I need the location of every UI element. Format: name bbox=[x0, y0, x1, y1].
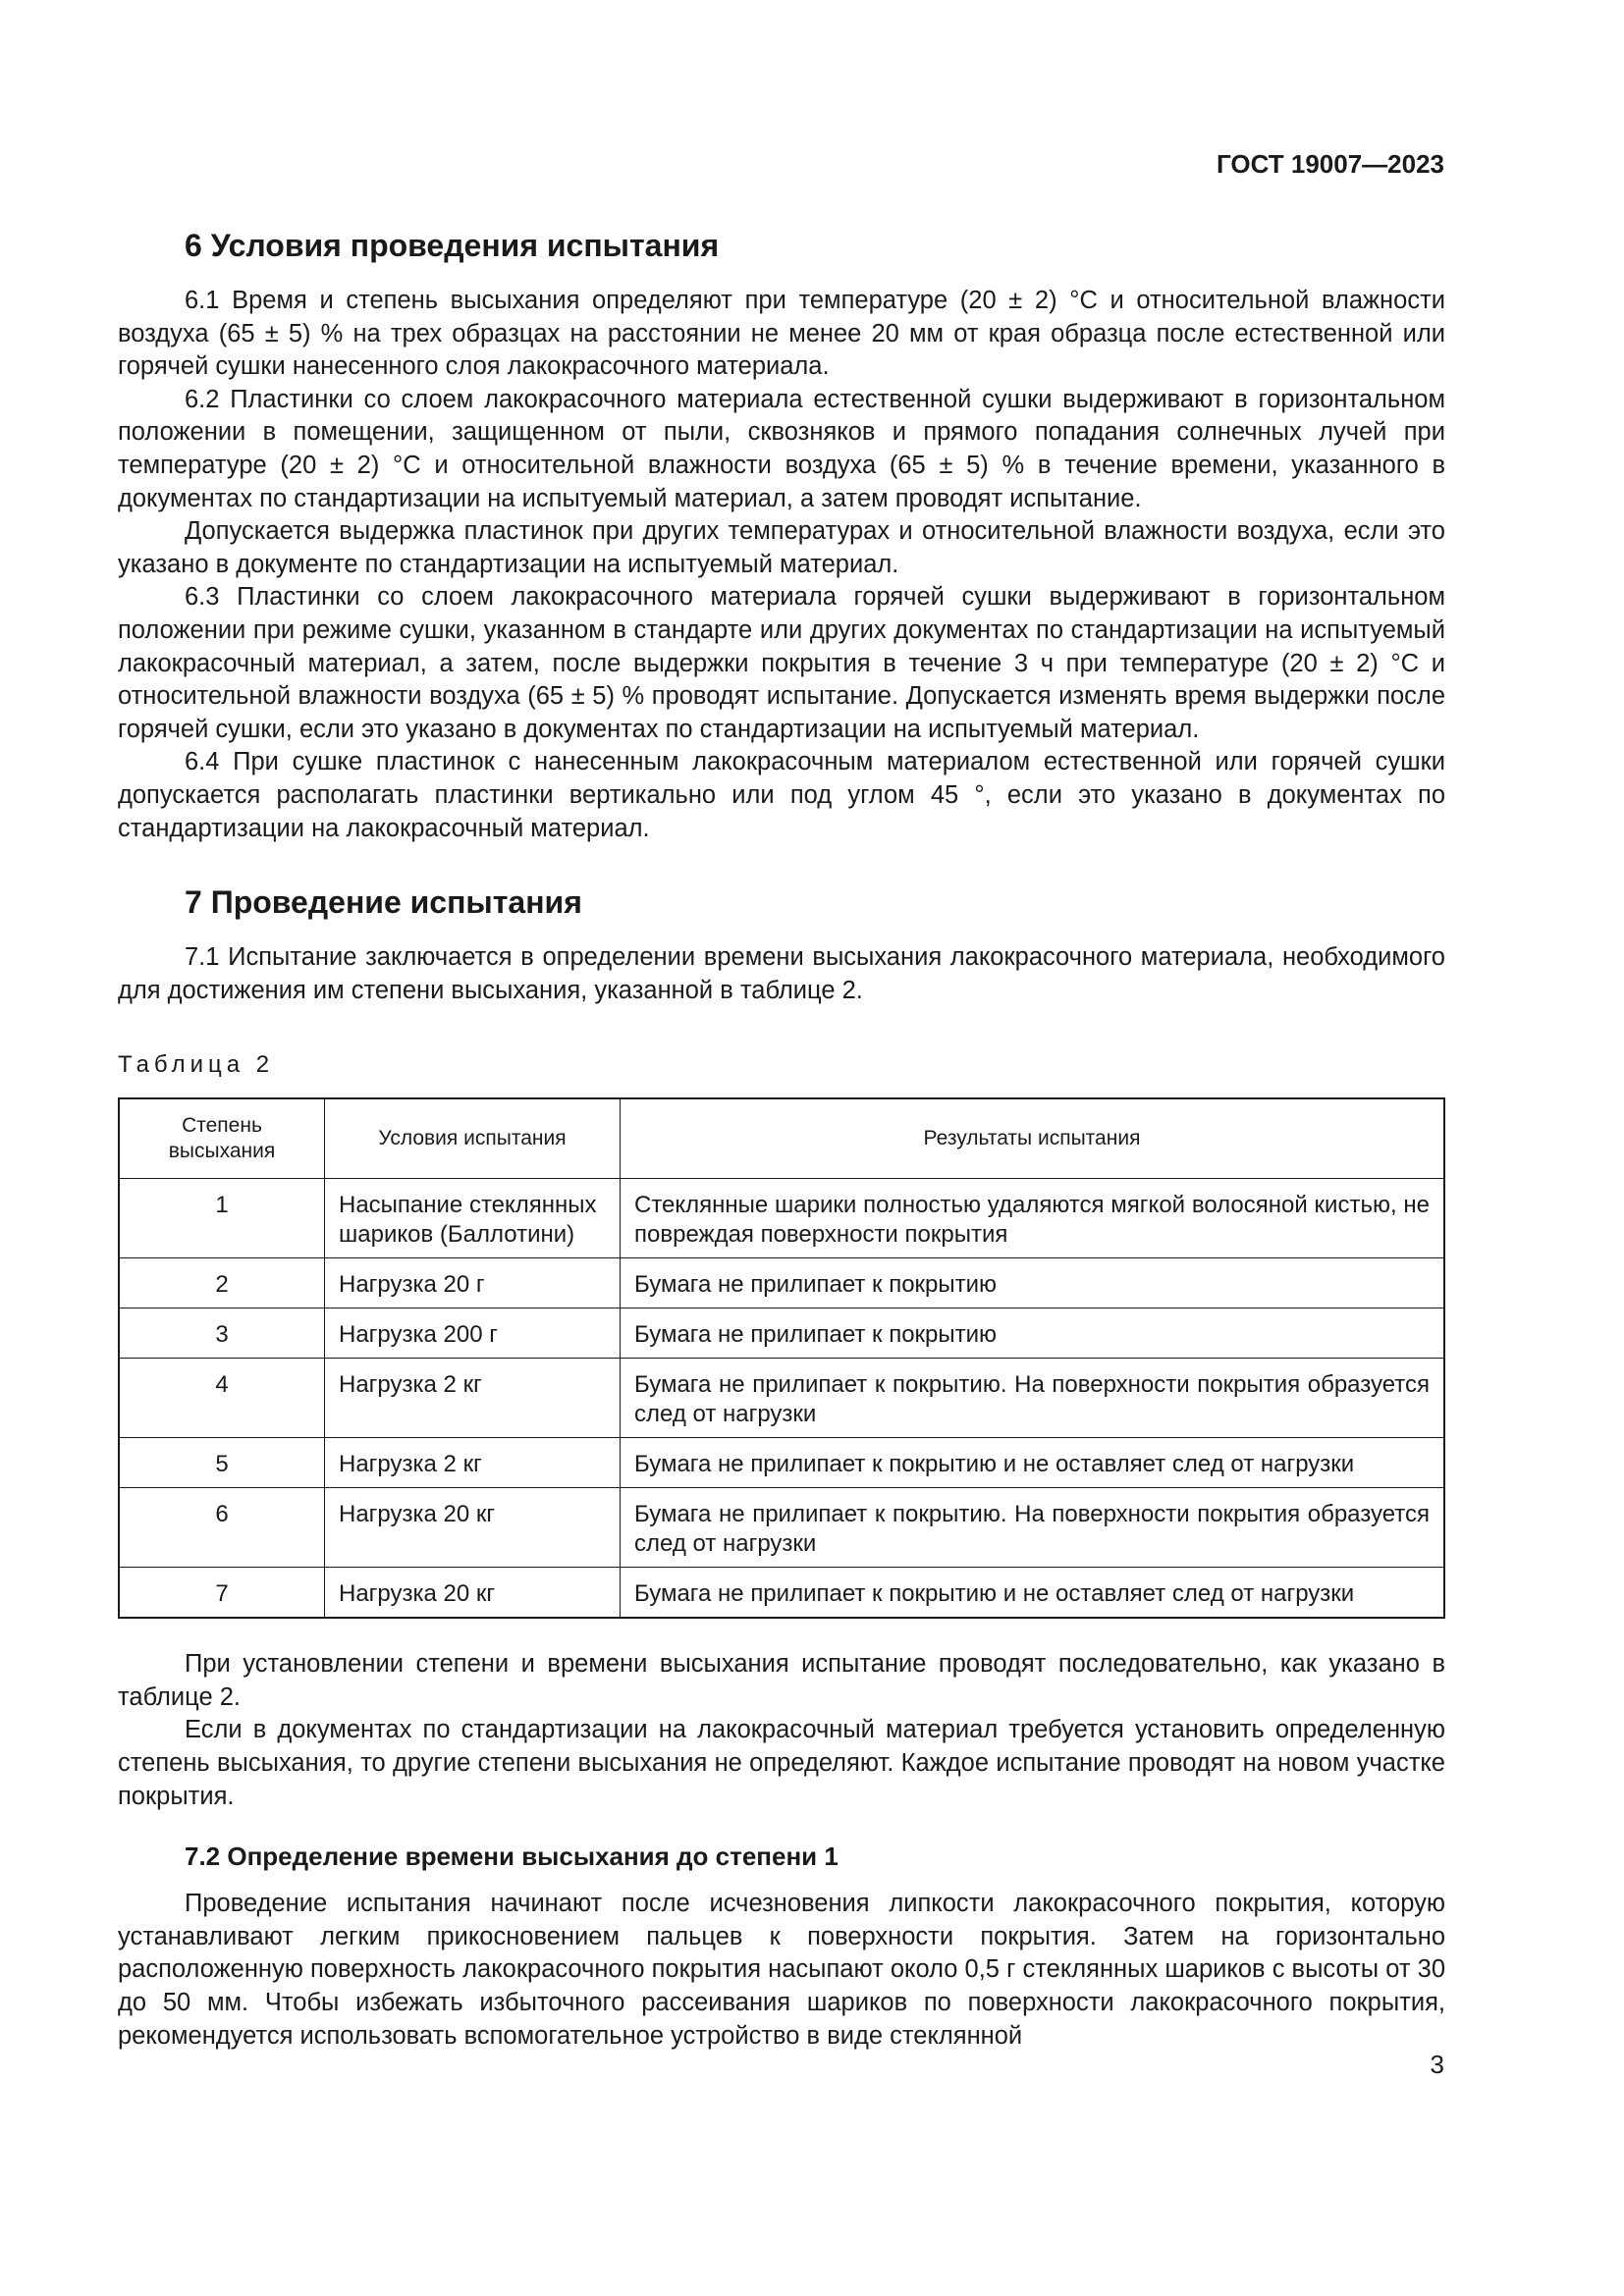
subsection-7-2-title: 7.2 Определение времени высыхания до степени 1 bbox=[185, 1842, 839, 1872]
paragraph-6-4: 6.4 При сушке пластинок с нанесенным лакокрасочным материалом естественной или горячей сушки допускается располагать пластинки вертикально или под углом 45 °, если это указано в документах по стандартизации на лакокрасочный материал. bbox=[118, 748, 1445, 842]
paragraph-6-3: 6.3 Пластинки со слоем лакокрасочного материала горячей сушки выдерживают в горизонтальном положении при режиме сушки, указанном в стандарте или других документах по стандартизации на испытуемый лакокрасочный материал, а затем, после выдержки покрытия в течение 3 ч при температуре (20 ± 2) °С и относительной влажности воздуха (65 ± 5) % проводят испытание. Допускается изменять время выдержки после горячей сушки, если это указано в документах по стандартизации на испытуемый материал. bbox=[118, 583, 1445, 743]
cell-result: Бумага не прилипает к покрытию и не оставляет след от нагрузки bbox=[621, 1568, 1445, 1619]
cell-condition: Нагрузка 2 кг bbox=[325, 1438, 621, 1488]
cell-condition: Нагрузка 20 кг bbox=[325, 1568, 621, 1619]
table-caption: Таблица 2 bbox=[118, 1051, 275, 1079]
cell-degree: 4 bbox=[119, 1359, 325, 1438]
paragraph-6-1: 6.1 Время и степень высыхания определяют при температуре (20 ± 2) °С и относительной влажности воздуха (65 ± 5) % на трех образцах на расстоянии не менее 20 мм от края образца после естественной или горячей сушки нанесенного слоя лакокрасочного материала. bbox=[118, 287, 1445, 381]
cell-condition: Нагрузка 200 г bbox=[325, 1308, 621, 1359]
paragraph-after-table-1: При установлении степени и времени высыхания испытание проводят последовательно, как указано в таблице 2. bbox=[118, 1650, 1445, 1711]
cell-result: Бумага не прилипает к покрытию. На поверхности покрытия образуется след от нагрузки bbox=[621, 1359, 1445, 1438]
table-row bbox=[119, 1438, 1444, 1488]
table-row bbox=[119, 1488, 1444, 1568]
page-number: 3 bbox=[1430, 2050, 1444, 2079]
table-header-row bbox=[119, 1098, 1444, 1179]
paragraph-7-2: Проведение испытания начинают после исчезновения липкости лакокрасочного покрытия, которую устанавливают легким прикосновением пальцев к поверхности покрытия. Затем на горизонтально расположенную поверхность лакокрасочного покрытия насыпают около 0,5 г стеклянных шариков с высоты от 30 до 50 мм. Чтобы избежать избыточного рассеивания шариков по поверхности лакокрасочного покрытия, рекомендуется использовать вспомогательное устройство в виде стеклянной bbox=[118, 1890, 1445, 2050]
cell-condition: Нагрузка 20 г bbox=[325, 1258, 621, 1308]
cell-degree: 1 bbox=[119, 1179, 325, 1258]
cell-result: Бумага не прилипает к покрытию bbox=[621, 1308, 1445, 1359]
paragraph-6-2: 6.2 Пластинки со слоем лакокрасочного материала естественной сушки выдерживают в горизонтальном положении в помещении, защищенном от пыли, сквозняков и прямого попадания солнечных лучей при температуре (20 ± 2) °С и относительной влажности воздуха (65 ± 5) % в течение времени, указанного в документах по стандартизации на испытуемый материал, а затем проводят испытание. bbox=[118, 385, 1445, 512]
cell-result: Бумага не прилипает к покрытию bbox=[621, 1258, 1445, 1308]
cell-result: Бумага не прилипает к покрытию. На поверхности покрытия образуется след от нагрузки bbox=[621, 1488, 1445, 1568]
cell-degree: 2 bbox=[119, 1258, 325, 1308]
cell-degree: 3 bbox=[119, 1308, 325, 1359]
paragraph-after-table-2: Если в документах по стандартизации на лакокрасочный материал требуется установить определенную степень высыхания, то другие степени высыхания не определяют. Каждое испытание проводят на новом участке покрытия. bbox=[118, 1716, 1445, 1810]
page-content bbox=[118, 224, 1445, 2053]
cell-condition: Нагрузка 20 кг bbox=[325, 1488, 621, 1568]
cell-degree: 6 bbox=[119, 1488, 325, 1568]
cell-degree: 5 bbox=[119, 1438, 325, 1488]
paragraph-6-2-note: Допускается выдержка пластинок при других температурах и относительной влажности воздуха, если это указано в документе по стандартизации на испытуемый материал. bbox=[118, 517, 1445, 578]
table-row bbox=[119, 1359, 1444, 1438]
cell-result: Стеклянные шарики полностью удаляются мягкой волосяной кистью, не повреждая поверхности покрытия bbox=[621, 1179, 1445, 1258]
section-6-title: 6 Условия проведения испытания bbox=[185, 228, 720, 263]
paragraph-7-1: 7.1 Испытание заключается в определении времени высыхания лакокрасочного материала, необходимого для достижения им степени высыхания, указанной в таблице 2. bbox=[118, 943, 1445, 1004]
cell-degree: 7 bbox=[119, 1568, 325, 1619]
drying-degree-table bbox=[118, 1097, 1445, 1619]
cell-result: Бумага не прилипает к покрытию и не оставляет след от нагрузки bbox=[621, 1438, 1445, 1488]
cell-condition: Нагрузка 2 кг bbox=[325, 1359, 621, 1438]
cell-condition: Насыпание стеклянных шариков (Баллотини) bbox=[325, 1179, 621, 1258]
header-condition: Условия испытания bbox=[325, 1098, 621, 1179]
table-row bbox=[119, 1258, 1444, 1308]
section-7-title: 7 Проведение испытания bbox=[185, 884, 582, 921]
header-degree: Степень высыхания bbox=[119, 1098, 325, 1179]
header-result: Результаты испытания bbox=[621, 1098, 1445, 1179]
table-row bbox=[119, 1308, 1444, 1359]
table-row bbox=[119, 1568, 1444, 1619]
document-code: ГОСТ 19007—2023 bbox=[1217, 149, 1444, 179]
table-row bbox=[119, 1179, 1444, 1258]
